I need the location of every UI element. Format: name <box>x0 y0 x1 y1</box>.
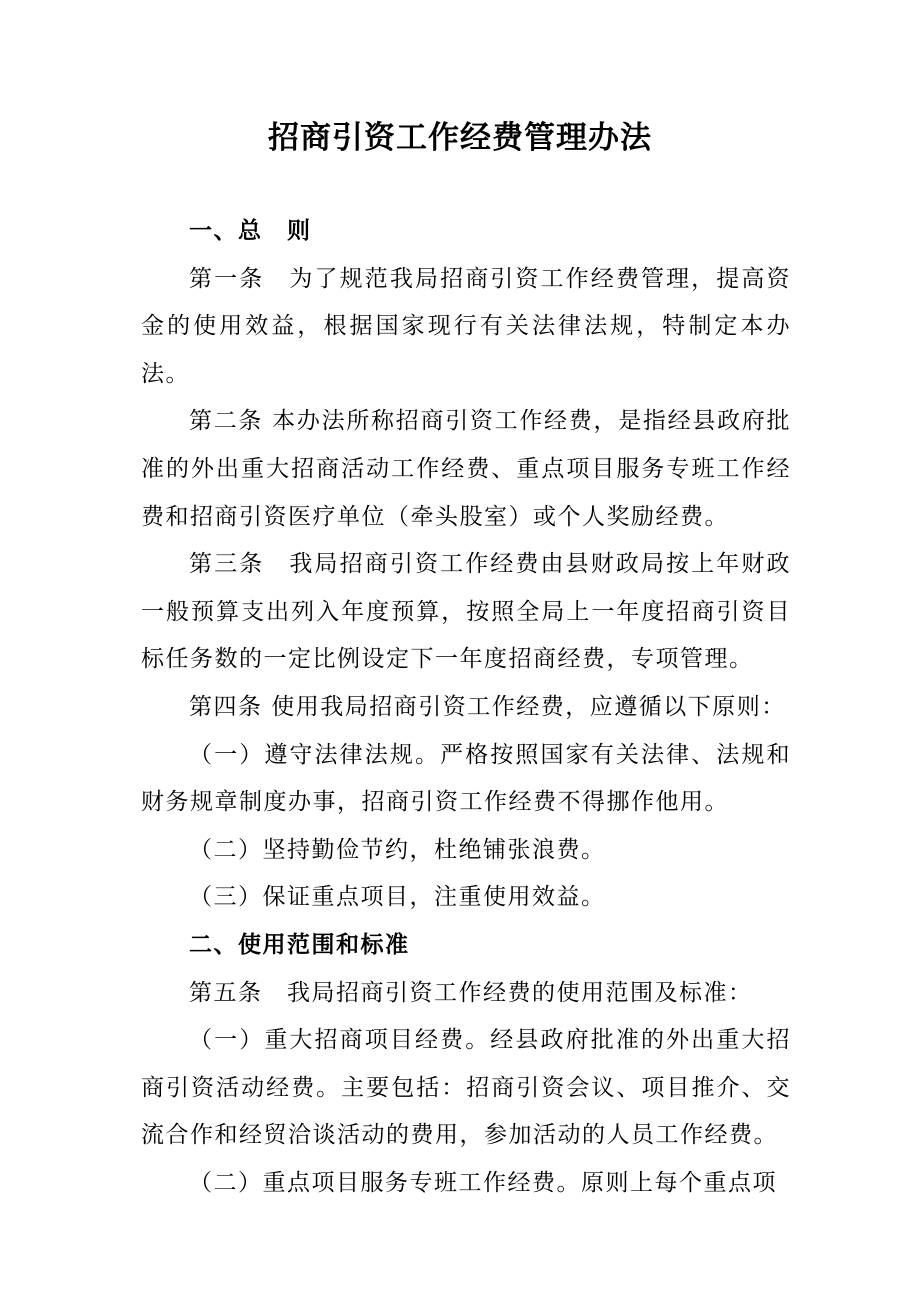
article-5-item-2: （二）重点项目服务专班工作经费。原则上每个重点项 <box>189 1169 777 1196</box>
article-3: 第三条 我局招商引资工作经费由县财政局按上年财政一般预算支出列入年度预算，按照全局上一年度招商引资目标任务数的一定比例设定下一年度招商经费，专项管理。 <box>141 551 791 673</box>
article-5-item-1: （一）重大招商项目经费。经县政府批准的外出重大招商引资活动经费。主要包括：招商引资会议、项目推介、交流合作和经贸洽谈活动的费用，参加活动的人员工作经费。 <box>141 1027 791 1149</box>
document-title: 招商引资工作经费管理办法 <box>268 120 652 156</box>
article-1: 第一条 为了规范我局招商引资工作经费管理，提高资金的使用效益，根据国家现行有关法律法规，特制定本办法。 <box>141 265 791 387</box>
article-4-item-3: （三）保证重点项目，注重使用效益。 <box>189 884 606 911</box>
section-heading-scope: 二、使用范围和标准 <box>189 931 410 958</box>
document-body <box>141 208 791 1207</box>
article-5: 第五条 我局招商引资工作经费的使用范围及标准： <box>189 979 753 1006</box>
article-2: 第二条 本办法所称招商引资工作经费，是指经县政府批准的外出重大招商活动工作经费、重点项目服务专班工作经费和招商引资医疗单位（牵头股室）或个人奖励经费。 <box>141 408 791 530</box>
article-4-item-1: （一）遵守法律法规。严格按照国家有关法律、法规和财务规章制度办事，招商引资工作经费不得挪作他用。 <box>141 741 791 816</box>
article-4: 第四条 使用我局招商引资工作经费，应遵循以下原则： <box>189 693 786 720</box>
section-heading-general: 一、总 则 <box>189 218 312 244</box>
article-4-item-2: （二）坚持勤俭节约，杜绝铺张浪费。 <box>189 836 606 863</box>
